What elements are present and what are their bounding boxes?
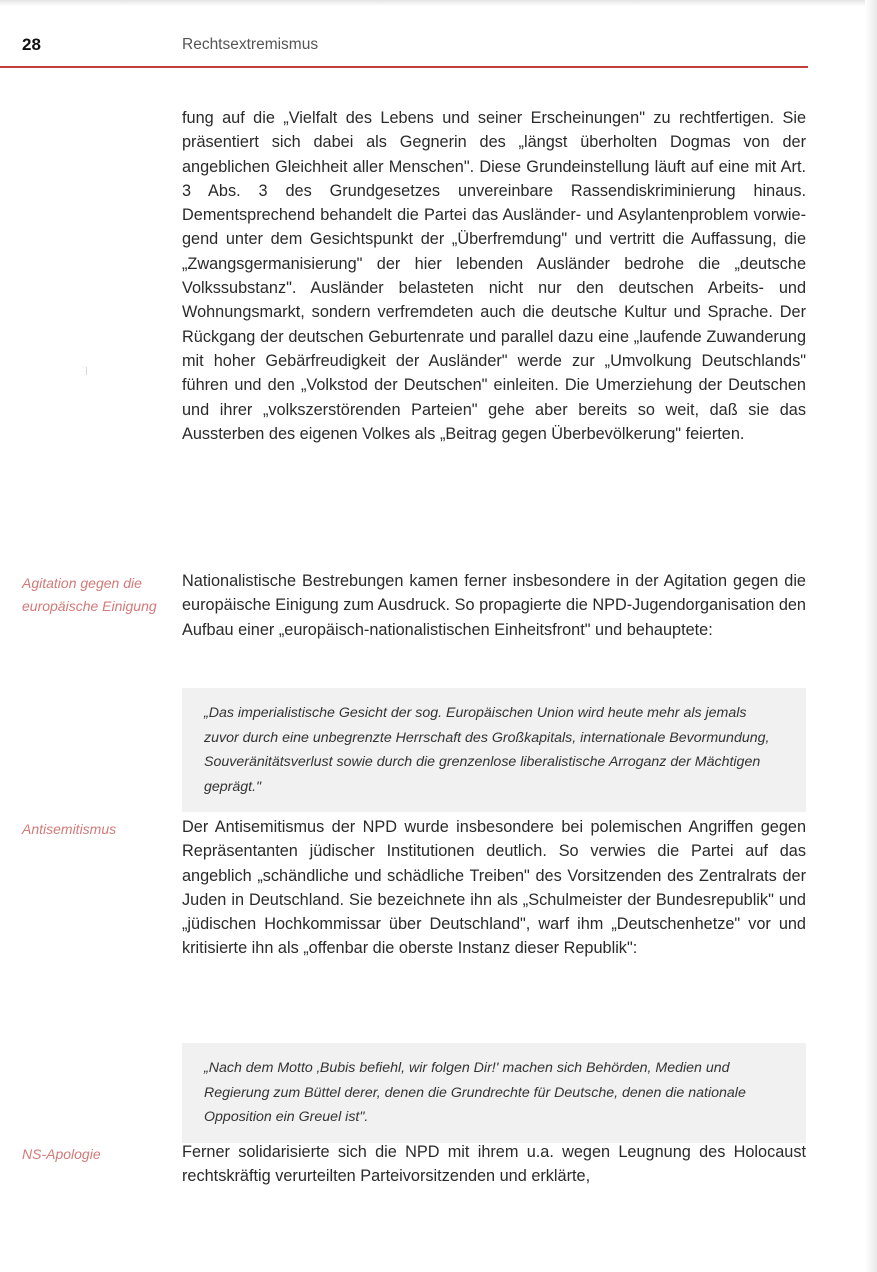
running-title: Rechtsextremismus [182, 36, 319, 53]
margin-mark [86, 367, 87, 375]
quote-europe: „Das imperialistische Gesicht der sog. Europäischen Union wird heute mehr als jemals zuvor durch eine unbegrenzte Herrschaft des Großkapitals, internationale Bevormundung, Souveränitätsverlust sowie durch die grenzenlose liberalistische Arroganz der Mächtigen geprägt." [182, 688, 806, 812]
page-right-shadow [865, 0, 877, 1272]
paragraph-racism: fung auf die „Vielfalt des Lebens und seiner Erscheinungen" zu rechtfertigen. Sie präsentiert sich dabei als Gegnerin des „längst überholten Dogmas von der angeblichen Gleichheit aller Menschen". Diese Grundeinstellung läuft auf eine mit Art. 3 Abs. 3 des Grundgesetzes unvereinbare Rassendiskriminierung hinaus. Dementsprechend behandelt die Partei das Ausländer- und Asylantenproblem vorwiegend unter dem Gesichtspunkt der „Überfremdung" und vertritt die Auffassung, die „Zwangsgermanisierung" der hier lebenden Ausländer bedrohe die „deutsche Volkssubstanz". Ausländer belasteten nicht nur den deutschen Arbeits- und Wohnungsmarkt, sondern verfremdeten auch die deutsche Kultur und Sprache. Der Rückgang der deutschen Geburtenrate und parallel dazu eine „laufende Zuwanderung mit hoher Gebärfreudigkeit der Ausländer" werde zur „Umvolkung Deutschlands" führen und den „Volkstod der Deutschen" einleiten. Die Umerziehung der Deutschen und ihrer „volkszerstörenden Parteien" gehe aber bereits so weit, daß sie das Aussterben des eigenen Volkes als „Beitrag gegen Überbevölkerung" feierten. [182, 109, 806, 443]
side-note-europe: Agitation gegen die europäische Einigung [22, 575, 157, 614]
page-top-shadow [0, 0, 877, 6]
page-header [0, 30, 808, 66]
side-note-antisemitism: Antisemitismus [22, 821, 117, 837]
quote-antisemitism: „Nach dem Motto ‚Bubis befiehl, wir folgen Dir!' machen sich Behörden, Medien und Regierung zum Büttel derer, denen die Grundrechte für Deutsche, denen die nationale Opposition ein Greuel ist". [182, 1043, 806, 1143]
paragraph-ns-apology: Ferner solidarisierte sich die NPD mit ihrem u.a. wegen Leugnung des Holocaust rechtskräftig verurteilten Parteivorsitzenden und erklärte, [182, 1143, 806, 1186]
header-rule [0, 66, 808, 68]
page-number: 28 [22, 35, 41, 54]
paragraph-antisemitism: Der Antisemitismus der NPD wurde insbesondere bei polemischen Angriffen gegen Repräsentanten jüdischer Institutionen deutlich. So verwies die Partei auf das angeblich „schändliche und schädliche Treiben" des Vorsitzenden des Zentralrats der Juden in Deutschland. Sie bezeichnete ihn als „Schulmeister der Bundesrepublik" und „jüdischen Hochkommissar über Deutschland", warf ihm „Deutschenhetze" vor und kritisierte ihn als „offenbar die oberste Instanz dieser Republik": [182, 818, 806, 958]
side-note-ns-apology: NS-Apologie [22, 1146, 101, 1162]
paragraph-europe: Nationalistische Bestrebungen kamen ferner insbesondere in der Agitation gegen die europäische Einigung zum Ausdruck. So propagierte die NPD-Jugendorganisation den Aufbau einer „europäisch-nationalistischen Einheitsfront" und behauptete: [182, 572, 806, 639]
